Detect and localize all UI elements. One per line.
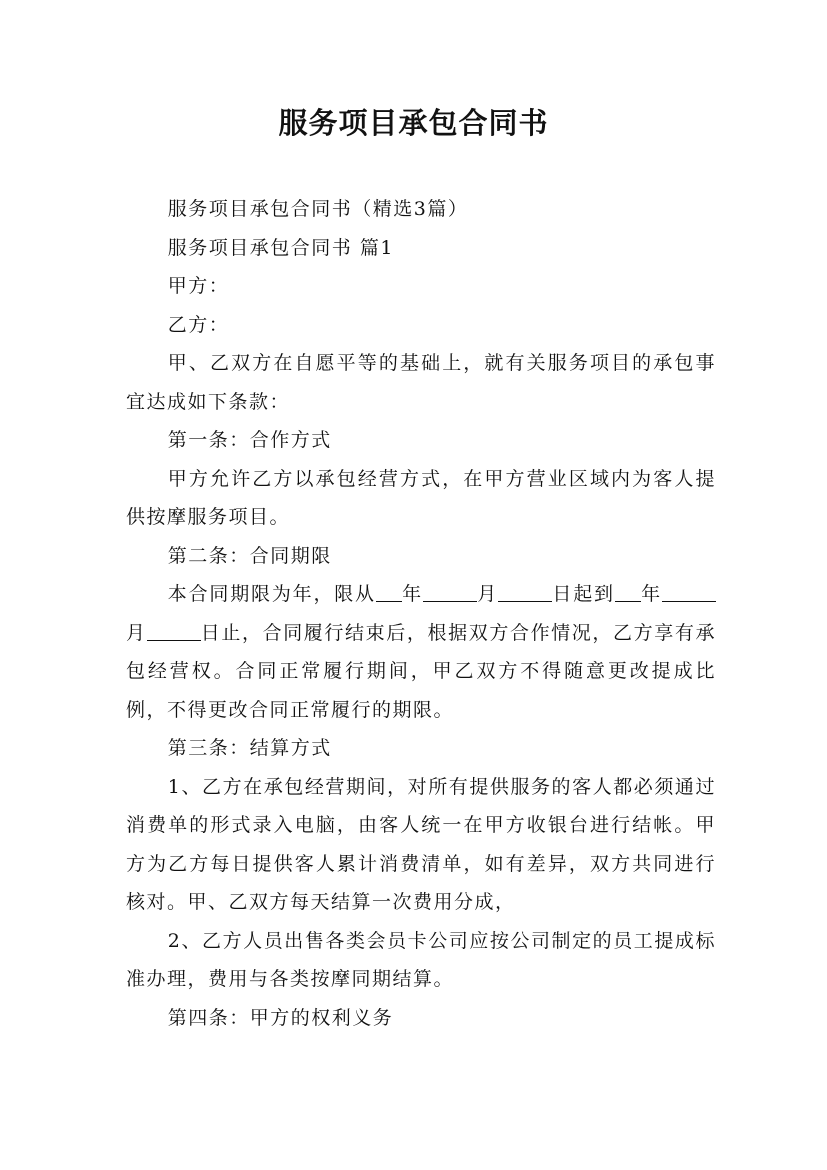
blank-line — [615, 582, 641, 602]
blank-line — [147, 621, 201, 641]
paragraph-article-4-heading: 第四条：甲方的权利义务 — [167, 1006, 394, 1029]
term-text-3: 月 — [477, 583, 499, 605]
term-text-2: 年 — [401, 583, 423, 605]
paragraph-subtitle: 服务项目承包合同书（精选3篇） — [167, 198, 469, 220]
paragraph-article-2-heading: 第二条：合同期限 — [167, 544, 332, 567]
term-text-1: 本合同期限为年，限从 — [167, 583, 376, 605]
term-text-4: 日起到 — [552, 583, 615, 605]
paragraph-party-b: 乙方： — [167, 313, 230, 336]
term-text-5: 年 — [640, 583, 662, 605]
blank-line — [423, 582, 477, 602]
document-title: 服务项目承包合同书 — [278, 106, 549, 140]
term-text-7: 日止，合同履行结束后，根据双方合作情况，乙方享有承包经营权。合同正常履行期间，甲乙双方不得随意更改提成比例，不得更改合同正常履行的期限。 — [126, 621, 716, 721]
paragraph-article-3-item-2: 2、乙方人员出售各类会员卡公司应按公司制定的员工提成标准办理，费用与各类按摩同期结算。 — [126, 929, 716, 990]
paragraph-article-2-body — [126, 575, 716, 729]
document-body — [126, 190, 716, 1037]
paragraph-article-1-body: 甲方允许乙方以承包经营方式，在甲方营业区域内为客人提供按摩服务项目。 — [126, 467, 716, 528]
paragraph-preamble: 甲、乙双方在自愿平等的基础上，就有关服务项目的承包事宜达成如下条款： — [126, 352, 716, 413]
blank-line — [498, 582, 552, 602]
blank-line — [662, 582, 716, 602]
term-text-6: 月 — [126, 621, 147, 644]
paragraph-article-3-heading: 第三条：结算方式 — [167, 737, 332, 759]
paragraph-party-a: 甲方： — [167, 275, 230, 297]
paragraph-article-1-heading: 第一条：合作方式 — [167, 429, 332, 451]
blank-line — [376, 582, 402, 602]
paragraph-article-3-item-1: 1、乙方在承包经营期间，对所有提供服务的客人都必须通过消费单的形式录入电脑，由客人统一在甲方收银台进行结帐。甲方为乙方每日提供客人累计消费清单，如有差异，双方共同进行核对。甲、乙双方每天结算一次费用分成， — [126, 775, 716, 913]
paragraph-chapter-heading: 服务项目承包合同书 篇1 — [167, 236, 394, 259]
